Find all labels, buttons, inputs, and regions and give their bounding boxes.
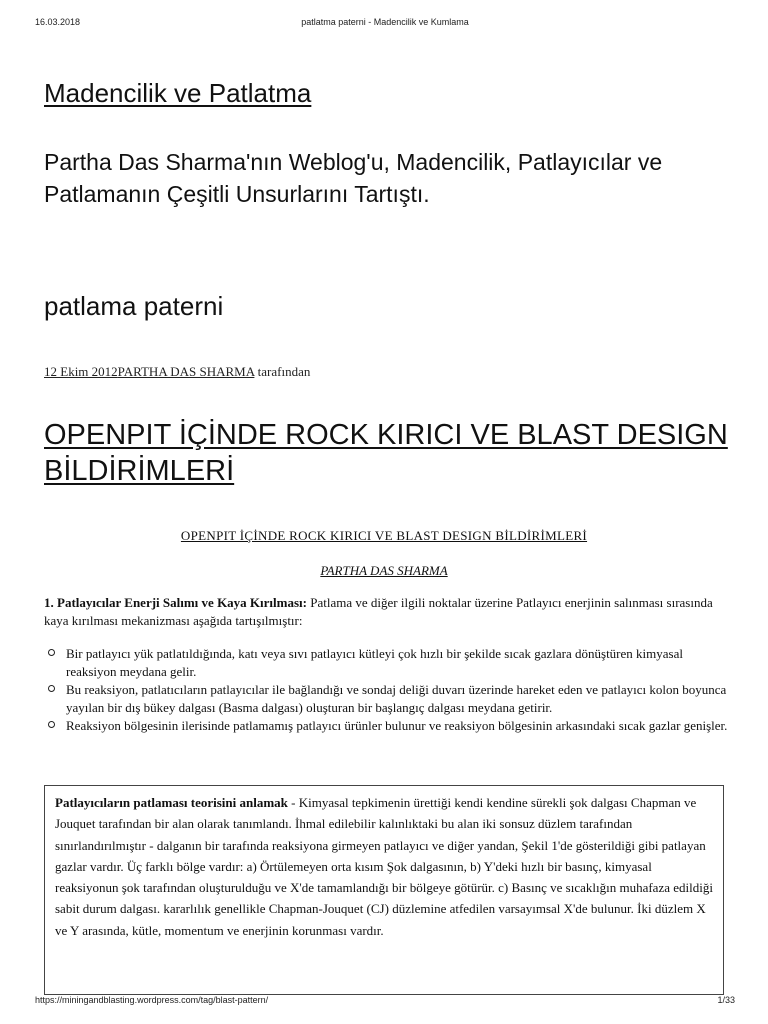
- section-1-text: Patlama ve diğer ilgili noktalar üzerine Patlayıcı enerjinin salınması sırasında kaya kırılması mekanizması aşağıda tartışılmıştır:: [44, 595, 713, 628]
- circle-bullet-icon: [48, 685, 55, 692]
- list-item-text: Reaksiyon bölgesinin ilerisinde patlamamış patlayıcı ürünler bulunur ve reaksiyon bölgesinin arkasındaki sıcak gazlar genişler.: [66, 718, 728, 733]
- list-item: [48, 681, 728, 717]
- post-meta: [44, 364, 310, 380]
- theory-box: [44, 785, 724, 995]
- archive-title: patlama paterni: [44, 291, 224, 321]
- circle-bullet-icon: [48, 649, 55, 656]
- theory-box-text: - Kimyasal tepkimenin ürettiği kendi kendine sürekli şok dalgası Chapman ve Jouquet tarafından bir alan olarak tanımlandı. İhmal edilebilir kalınlıktaki bu alan iki sonsuz düzlem tarafından sınırlandırılmıştır - dalganın bir tarafında reaksiyona girmeyen patlayıcı ve diğer yandan, Şekil 1'de gösterildiği gibi patlayan gazlar vardır. Üç farklı bölge vardır: a) Örtülemeyen orta kısım Şok dalgasının, b) Y'deki hızlı bir basınç, kimyasal reaksiyonun şok tarafından oluşturulduğu ve X'de tamamlandığı bir bölgeye götürür. c) Basınç ve sıcaklığın muhafaza edildiği sabit durum dalgası. kararlılık genellikle Chapman-Jouquet (CJ) düzlemine atfedilen varsayımsal X'de bulunur. İki düzlem X ve Y arasında, kütle, momentum ve enerjinin korunması vardır.: [55, 795, 713, 938]
- site-title-link[interactable]: Madencilik ve Patlatma: [44, 78, 312, 108]
- bullet-list: [48, 645, 728, 735]
- section-1-heading: 1. Patlayıcılar Enerji Salımı ve Kaya Kırılması:: [44, 595, 307, 610]
- circle-bullet-icon: [48, 721, 55, 728]
- content-heading: OPENPIT İÇİNDE ROCK KIRICI VE BLAST DESIGN BİLDİRİMLERİ: [180, 528, 588, 543]
- print-document-title: patlatma paterni - Madencilik ve Kumlama: [301, 17, 469, 27]
- list-item-text: Bu reaksiyon, patlatıcıların patlayıcılar ile bağlandığı ve sondaj deliği duvarı üzerinde hareket eden ve patlayıcı kolon boyunca yayılan bir dış bükey dalgası (Basma dalgası) oluşturan bir başlangıç dalgası meydana getirir.: [66, 682, 727, 715]
- post-title-link[interactable]: OPENPIT İÇİNDE ROCK KIRICI VE BLAST DESIGN BİLDİRİMLERİ: [44, 419, 728, 487]
- print-header: [35, 17, 735, 31]
- print-date: 16.03.2018: [35, 17, 81, 27]
- post-date-link[interactable]: 12 Ekim 2012: [44, 364, 118, 379]
- site-description: Partha Das Sharma'nın Weblog'u, Madencilik, Patlayıcılar ve Patlamanın Çeşitli Unsurlarını Tartıştı.: [44, 149, 663, 207]
- section-1-paragraph: [44, 594, 734, 630]
- theory-box-heading: Patlayıcıların patlaması teorisini anlamak: [55, 795, 288, 810]
- print-footer: [35, 995, 735, 1009]
- list-item-text: Bir patlayıcı yük patlatıldığında, katı veya sıvı patlayıcı kütleyi çok hızlı bir şekilde sıcak gazlara dönüştüren kimyasal reaksiyon meydana gelir.: [66, 646, 683, 679]
- print-page-number: 1/33: [717, 995, 735, 1005]
- list-item: [48, 717, 728, 735]
- list-item: [48, 645, 728, 681]
- post-author-link[interactable]: PARTHA DAS SHARMA: [117, 364, 255, 379]
- post-by-suffix: tarafından: [254, 364, 311, 379]
- content-author: PARTHA DAS SHARMA: [320, 563, 448, 578]
- print-url: https://miningandblasting.wordpress.com/tag/blast-pattern/: [35, 995, 269, 1005]
